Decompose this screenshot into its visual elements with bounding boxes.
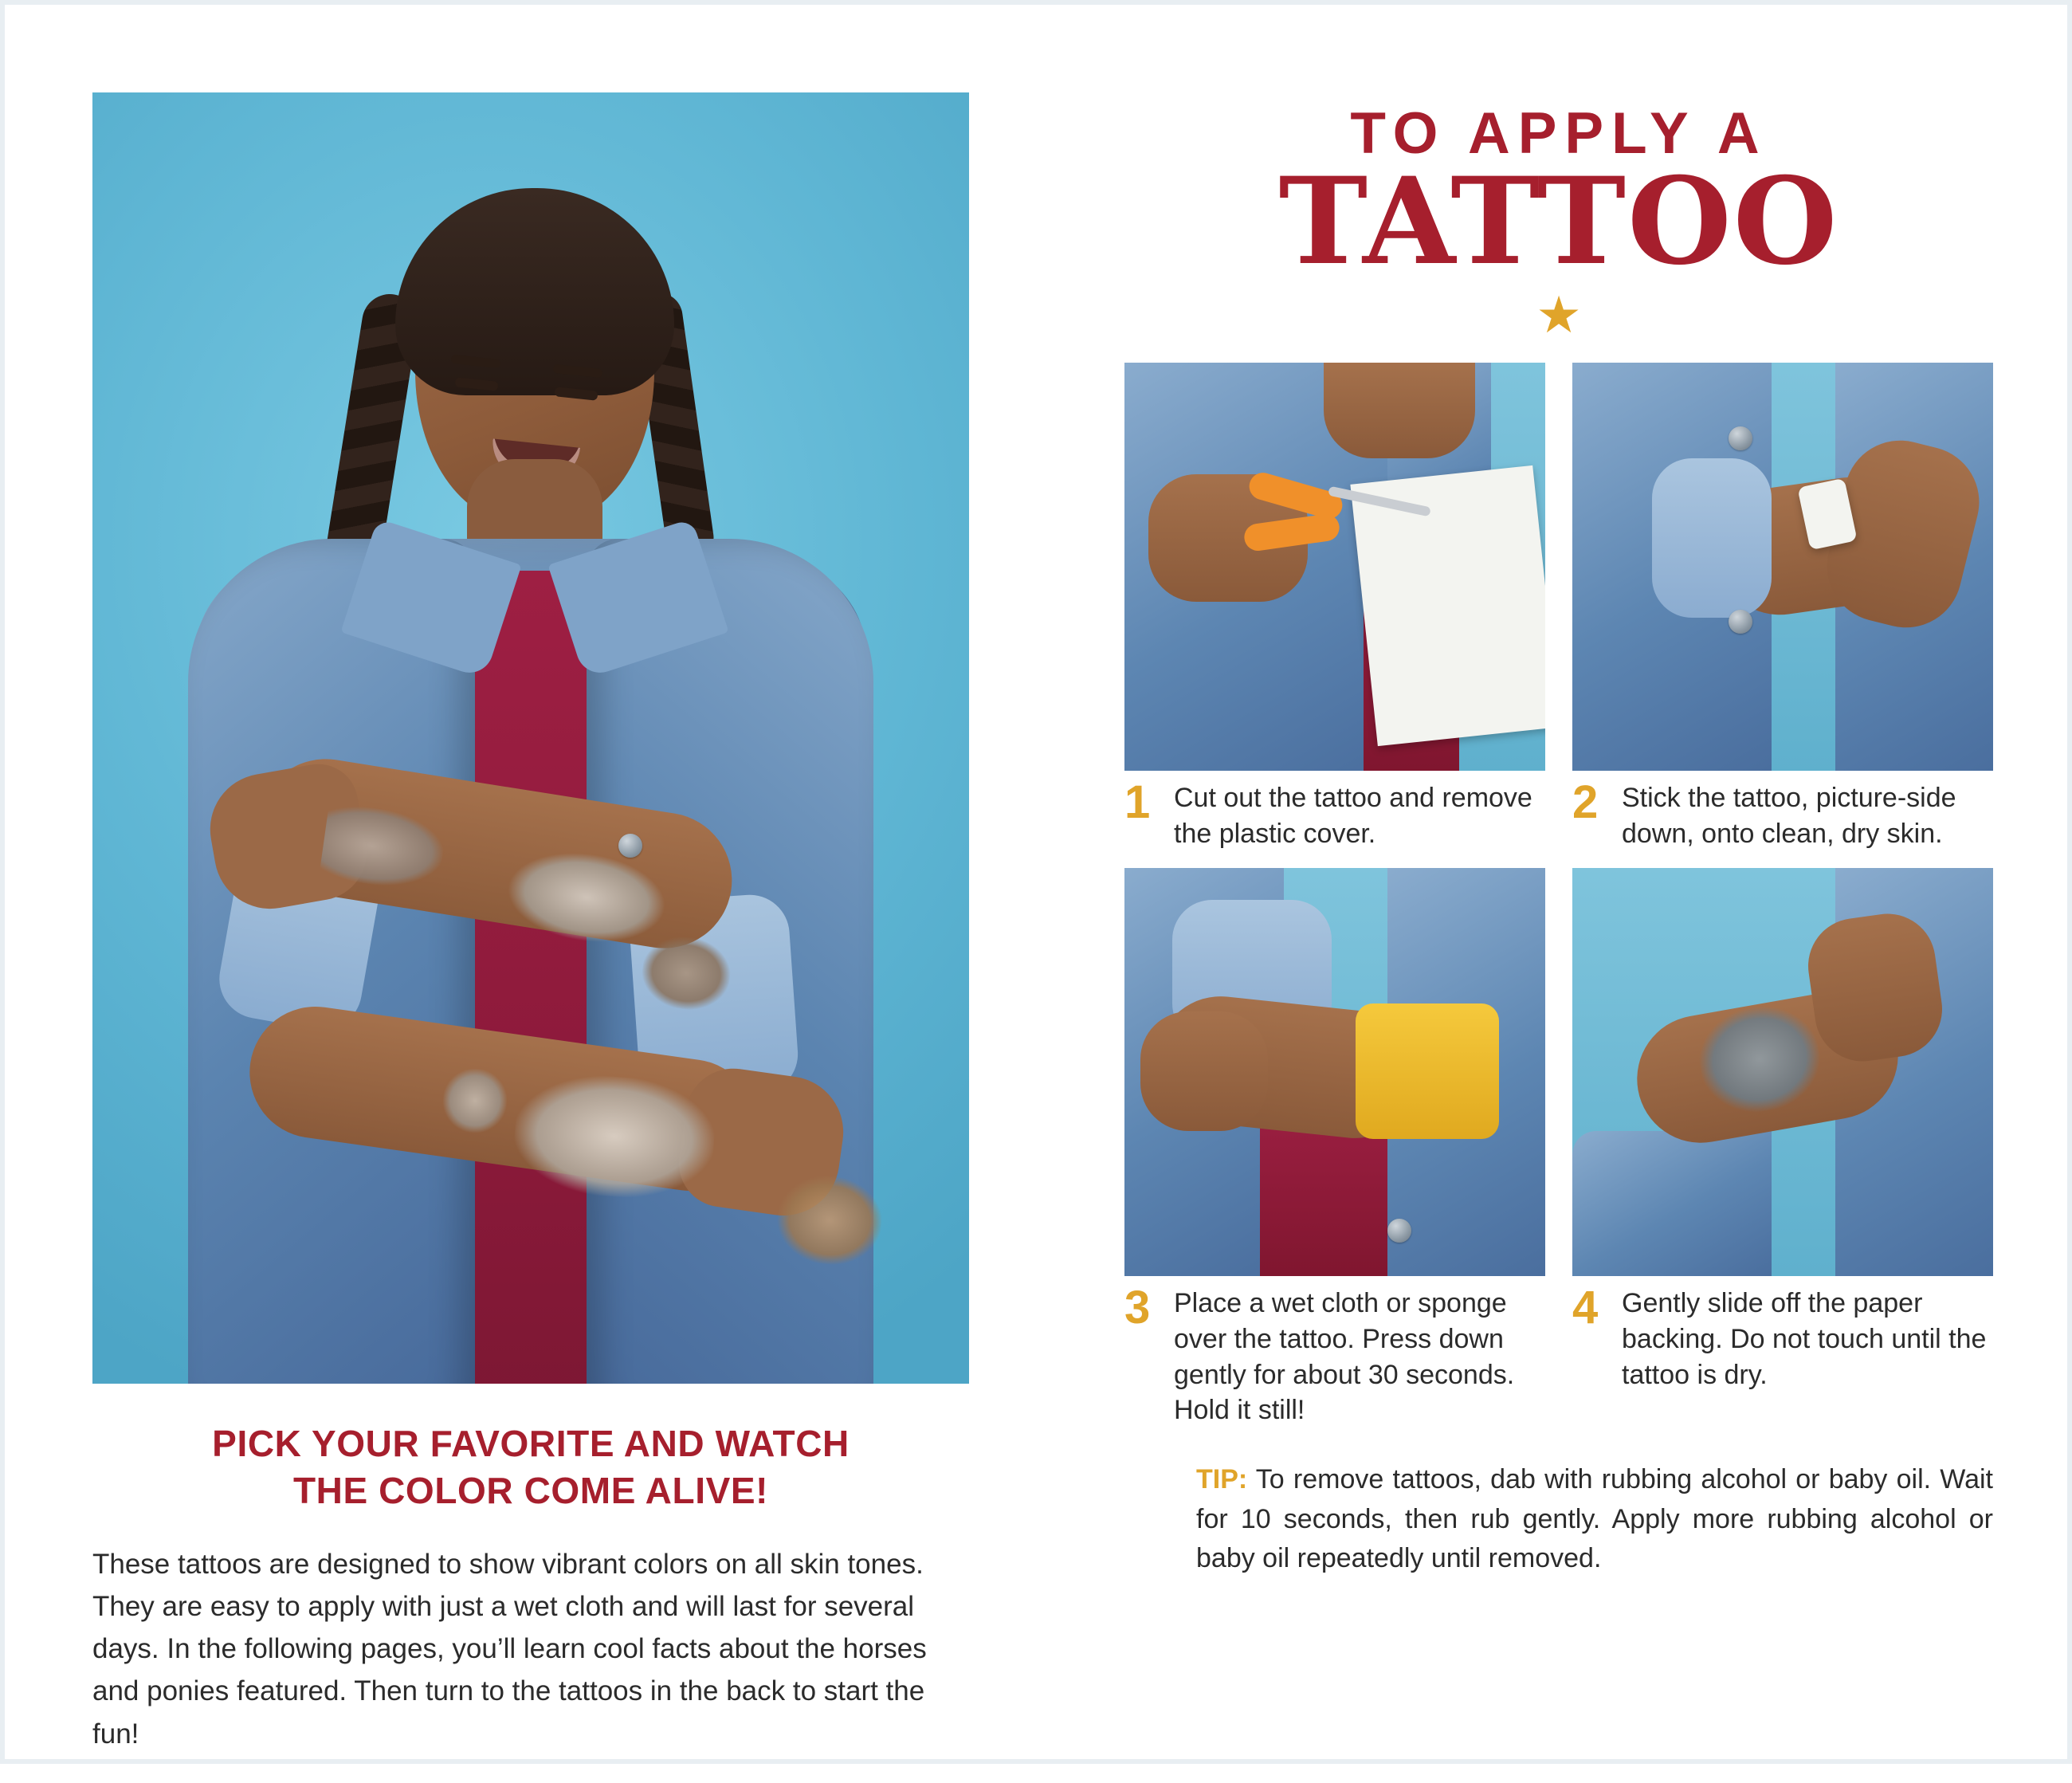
rolled-cuff xyxy=(1652,458,1772,618)
step-4-number: 4 xyxy=(1572,1281,1599,1333)
denim-sleeve xyxy=(1572,1131,1772,1276)
tip-label: TIP: xyxy=(1196,1464,1248,1495)
girl-figure xyxy=(92,92,969,1384)
step-3-photo xyxy=(1124,868,1545,1276)
horse-tattoo-3 xyxy=(638,932,734,1015)
hair xyxy=(395,188,674,395)
step-4-caption xyxy=(1572,1281,1993,1393)
tip-text: To remove tattoos, dab with rubbing alcohol or baby oil. Wait for 10 seconds, then rub gently. Apply more rubbing alcohol or baby oil repeatedly until removed. xyxy=(1196,1464,1993,1573)
applied-horse-tattoo xyxy=(1692,998,1827,1121)
tattoo-sheet xyxy=(1350,465,1545,746)
step-2-photo xyxy=(1572,363,1993,771)
horseshoe-tattoo xyxy=(441,1066,508,1134)
jacket-button xyxy=(1387,1219,1411,1243)
left-column xyxy=(92,92,969,1783)
step-3-text: Place a wet cloth or sponge over the tattoo. Press down gently for about 30 seconds. Hold it still! xyxy=(1174,1287,1515,1426)
step-1-caption xyxy=(1124,776,1545,852)
step-1-text: Cut out the tattoo and remove the plastic cover. xyxy=(1174,783,1532,849)
horse-tattoo-4 xyxy=(511,1070,718,1203)
hand xyxy=(1140,1011,1268,1131)
jacket-button-1 xyxy=(618,834,642,858)
hero-photo xyxy=(92,92,969,1384)
left-heading-line1: PICK YOUR FAVORITE AND WATCH xyxy=(212,1423,850,1464)
step-3-number: 3 xyxy=(1124,1281,1151,1333)
left-heading-line2: THE COLOR COME ALIVE! xyxy=(292,1469,769,1511)
step-3 xyxy=(1124,868,1545,1429)
left-body-text: These tattoos are designed to show vibrant colors on all skin tones. They are easy to apply with just a wet cloth and will last for several days. In the following pages, you’ll learn cool facts about the horses and ponies featured. Then turn to the tattoos in the back to start the fun! xyxy=(92,1548,927,1750)
step-4-text: Gently slide off the paper backing. Do not touch until the tattoo is dry. xyxy=(1622,1287,1987,1390)
pony-head-tattoo xyxy=(774,1172,886,1270)
star-icon: ★ xyxy=(1536,286,1582,344)
step-2 xyxy=(1572,363,1993,852)
step-4 xyxy=(1572,868,1993,1429)
steps-grid xyxy=(1124,363,1993,1428)
step-2-number: 2 xyxy=(1572,776,1599,828)
jacket-button xyxy=(1729,426,1752,450)
right-column xyxy=(1124,100,1993,1605)
tip-paragraph xyxy=(1196,1460,1993,1578)
step-1 xyxy=(1124,363,1545,852)
step-2-caption xyxy=(1572,776,1993,852)
title-line-2: TATTOO xyxy=(1278,151,1839,292)
title-line-1: TO APPLY A xyxy=(1350,101,1768,166)
step-2-text: Stick the tattoo, picture-side down, onto clean, dry skin. xyxy=(1622,783,1956,849)
step-3-caption xyxy=(1124,1281,1545,1429)
left-heading xyxy=(92,1420,969,1514)
sponge xyxy=(1356,1003,1499,1139)
step-4-photo xyxy=(1572,868,1993,1276)
step-1-photo xyxy=(1124,363,1545,771)
jacket-button xyxy=(1729,610,1752,634)
forearm xyxy=(1324,363,1475,458)
step-1-number: 1 xyxy=(1124,776,1151,828)
